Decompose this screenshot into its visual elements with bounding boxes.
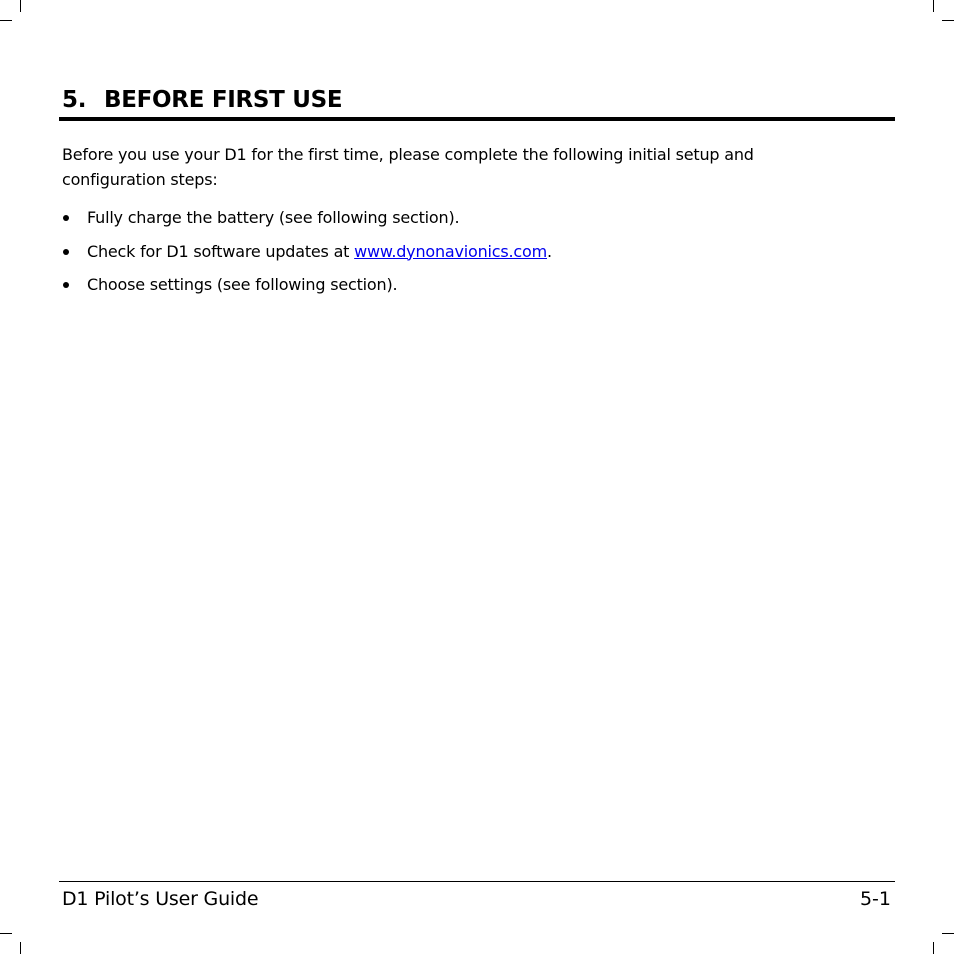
- footer-document-title: D1 Pilot’s User Guide: [62, 888, 259, 910]
- list-item-text: Fully charge the battery (see following section).: [87, 208, 460, 227]
- section-title: BEFORE FIRST USE: [104, 87, 343, 113]
- bullet-icon: [63, 249, 69, 255]
- bullet-icon: [63, 215, 69, 221]
- crop-mark-top-right-vertical: [933, 0, 934, 12]
- crop-mark-top-right-horizontal: [942, 20, 954, 21]
- list-item-text: Choose settings (see following section).: [87, 275, 398, 294]
- section-number: 5.: [62, 87, 87, 113]
- crop-mark-top-left-horizontal: [0, 20, 12, 21]
- list-item: [62, 206, 552, 240]
- bullet-icon: [63, 282, 69, 288]
- section-heading: [62, 86, 342, 114]
- footer-rule: [59, 881, 895, 882]
- heading-rule: [59, 117, 895, 121]
- list-item: [62, 273, 552, 307]
- setup-steps-list: [62, 206, 552, 307]
- list-item-text-suffix: .: [547, 241, 552, 261]
- crop-mark-top-left-vertical: [20, 0, 21, 12]
- crop-mark-bottom-right-vertical: [933, 942, 934, 954]
- crop-mark-bottom-left-horizontal: [0, 933, 12, 934]
- list-item-text: Check for D1 software updates at: [87, 241, 355, 261]
- dynon-website-link[interactable]: www.dynonavionics.com: [354, 241, 547, 261]
- intro-paragraph: Before you use your D1 for the first time, please complete the following initial setup and configuration steps:: [62, 145, 754, 189]
- footer-page-number: 5-1: [859, 888, 891, 910]
- list-item: [62, 240, 552, 274]
- crop-mark-bottom-right-horizontal: [942, 933, 954, 934]
- crop-mark-bottom-left-vertical: [20, 942, 21, 954]
